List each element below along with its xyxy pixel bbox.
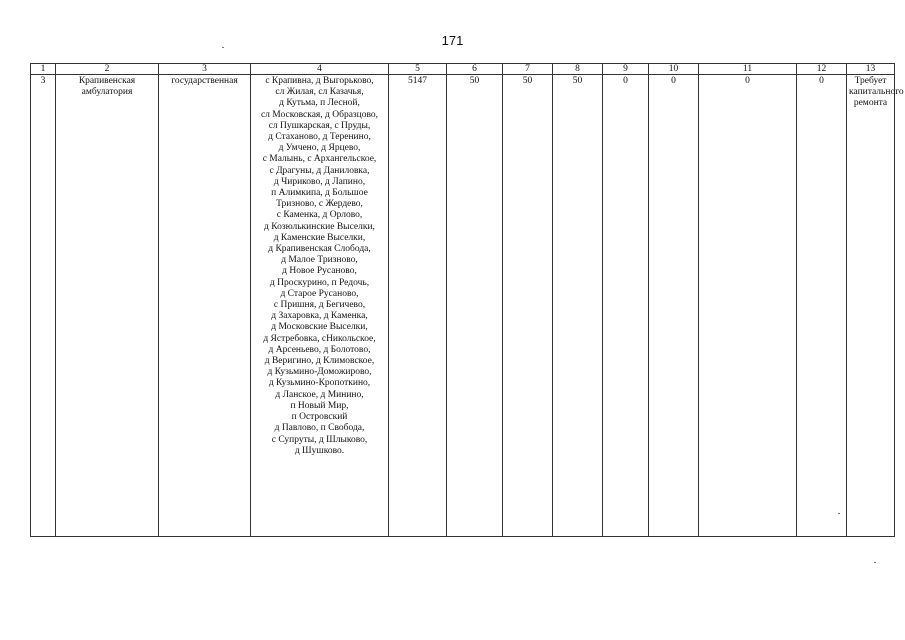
scan-speck xyxy=(874,562,876,563)
facility-name-cell: Крапивенская амбулатория xyxy=(56,75,159,537)
table-row xyxy=(31,75,895,537)
value-cell-9: 0 xyxy=(603,75,649,537)
column-header: 8 xyxy=(553,64,603,75)
column-number-row xyxy=(31,64,895,75)
column-header: 5 xyxy=(389,64,447,75)
column-header: 1 xyxy=(31,64,56,75)
value-cell-12: 0 xyxy=(797,75,847,537)
condition-note-cell: Требует капитального ремонта xyxy=(847,75,895,537)
value-cell-8: 50 xyxy=(553,75,603,537)
column-header: 11 xyxy=(699,64,797,75)
column-header: 10 xyxy=(649,64,699,75)
value-cell-5: 5147 xyxy=(389,75,447,537)
column-header: 13 xyxy=(847,64,895,75)
scan-speck xyxy=(222,47,224,48)
value-cell-6: 50 xyxy=(447,75,503,537)
value-cell-11: 0 xyxy=(699,75,797,537)
scan-speck xyxy=(838,513,840,514)
row-number-cell: 3 xyxy=(31,75,56,537)
column-header: 9 xyxy=(603,64,649,75)
value-cell-7: 50 xyxy=(503,75,553,537)
column-header: 4 xyxy=(251,64,389,75)
value-cell-10: 0 xyxy=(649,75,699,537)
data-table xyxy=(30,63,904,537)
column-header: 7 xyxy=(503,64,553,75)
column-header: 3 xyxy=(159,64,251,75)
column-header: 2 xyxy=(56,64,159,75)
column-header: 6 xyxy=(447,64,503,75)
page-number: 171 xyxy=(441,33,464,48)
column-header: 12 xyxy=(797,64,847,75)
ownership-cell: государственная xyxy=(159,75,251,537)
served-localities-cell: с Крапивна, д Выгорьково, сл Жилая, сл Казачья, д Кутьма, п Лесной, сл Московская, д Образцово, сл Пушкарская, с Пруды, д Стаханово, д Теренино, д Умчено, д Ярцево, с Малынь, с Архангельское, с Драгуны, д Даниловка, д Чириково, д Лапино, п Алимкипа, д Большое Тризново, с Жердево, с Каменка, д Орлово, д Козюлькинские Выселки, д Каменские Выселки, д Крапивенская Слобода, д Малое Тризново, д Новое Русаново, д Проскурино, п Редочь, д Старое Русаново, с Пришня, д Бегичево, д Захаровка, д Каменка, д Московские Выселки, д Ястребовка, сНикольское, д Арсеньево, д Болотово, д Веригино, д Климовское, д Кузьмино-Доможирово, д Кузьмино-Кропоткино, д Ланское, д Минино, п Новый Мир, п Островский д Павлово, п Свобода, с Супруты, д Шлыково, д Шушково. xyxy=(251,75,389,537)
